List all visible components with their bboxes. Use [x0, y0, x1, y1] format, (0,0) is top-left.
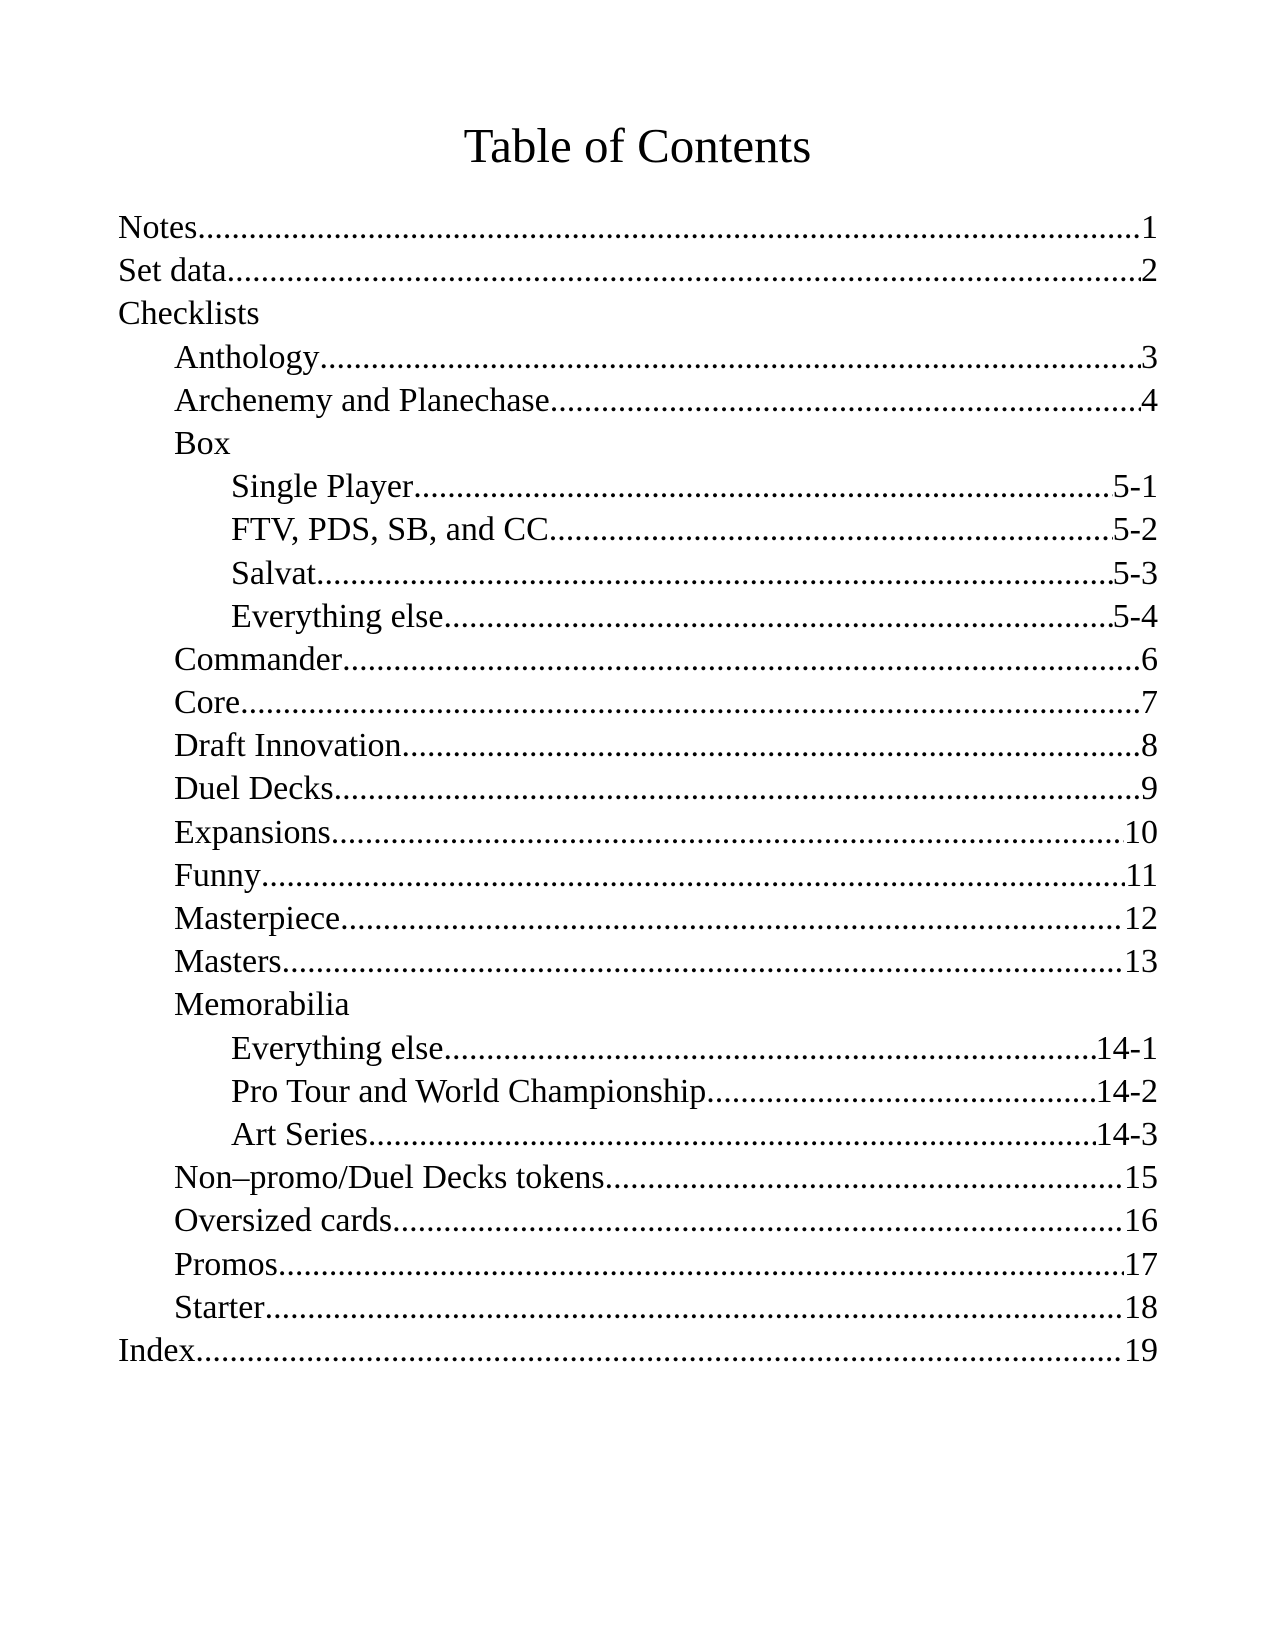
toc-entry-label: Checklists [118, 295, 260, 333]
toc-entry-page-number: 14-1 [1095, 1029, 1158, 1067]
toc-entry[interactable] [118, 1113, 1158, 1156]
toc-entry[interactable] [118, 983, 1158, 1026]
toc-entry-label: Everything else [231, 1029, 444, 1067]
toc-entry-label: Single Player [231, 468, 414, 506]
toc-entry-label: Set data [118, 252, 227, 290]
toc-entry-label: Funny [174, 856, 261, 894]
dot-leader [443, 1027, 1095, 1070]
toc-entry[interactable] [118, 249, 1158, 292]
toc-entry-label: Non–promo/Duel Decks tokens [174, 1159, 605, 1197]
toc-entry[interactable] [118, 854, 1158, 897]
toc-entry-page-number: 13 [1124, 943, 1158, 981]
toc-entry-page-number: 2 [1141, 252, 1158, 290]
dot-leader [413, 465, 1112, 508]
toc-entry[interactable] [118, 465, 1158, 508]
toc-entry-page-number: 7 [1141, 684, 1158, 722]
toc-entry[interactable] [118, 336, 1158, 379]
toc-entry-label: Memorabilia [174, 986, 350, 1024]
toc-entry[interactable] [118, 724, 1158, 767]
toc-entry[interactable] [118, 811, 1158, 854]
toc-entry-page-number: 12 [1124, 900, 1158, 937]
toc-entry-page-number: 6 [1141, 640, 1158, 678]
toc-entry[interactable] [118, 595, 1158, 638]
toc-entry[interactable] [118, 681, 1158, 724]
dot-leader [319, 336, 1141, 379]
dot-leader [550, 379, 1141, 422]
dot-leader [240, 681, 1141, 724]
toc-entry-label: Masters [174, 943, 282, 981]
toc-entry-label: Starter [174, 1288, 265, 1326]
toc-entry[interactable] [118, 379, 1158, 422]
toc-entry-label: Notes [118, 209, 198, 246]
toc-list [118, 206, 1158, 1372]
toc-entry-label: Art Series [231, 1115, 368, 1153]
toc-entry-label: Promos [174, 1245, 278, 1283]
toc-entry-label: Pro Tour and World Championship [231, 1072, 707, 1110]
toc-entry-label: Index [118, 1331, 196, 1369]
toc-entry[interactable] [118, 422, 1158, 465]
toc-entry-page-number: 5-1 [1112, 468, 1158, 506]
toc-entry-label: Expansions [174, 813, 331, 851]
dot-leader [549, 508, 1113, 551]
toc-entry[interactable] [118, 1199, 1158, 1242]
toc-entry[interactable] [118, 940, 1158, 983]
toc-entry[interactable] [118, 897, 1158, 940]
toc-entry-page-number: 15 [1124, 1159, 1158, 1197]
dot-leader [334, 767, 1141, 810]
toc-entry-label: Duel Decks [174, 770, 334, 808]
dot-leader [368, 1113, 1096, 1156]
dot-leader [278, 1243, 1124, 1286]
toc-entry[interactable] [118, 508, 1158, 551]
toc-entry[interactable] [118, 1286, 1158, 1329]
toc-entry-label: Archenemy and Planechase [174, 381, 550, 419]
toc-entry-page-number: 5-3 [1112, 554, 1158, 592]
toc-entry-page-number: 4 [1141, 381, 1158, 419]
toc-entry-label: Masterpiece [174, 900, 341, 937]
toc-entry-page-number: 10 [1124, 813, 1158, 851]
dot-leader [316, 552, 1113, 595]
dot-leader [331, 811, 1124, 854]
toc-entry[interactable] [118, 767, 1158, 810]
toc-entry-page-number: 18 [1124, 1288, 1158, 1326]
toc-entry-page-number: 14-2 [1095, 1072, 1158, 1110]
toc-entry-page-number: 9 [1141, 770, 1158, 808]
dot-leader [342, 638, 1141, 681]
dot-leader [261, 854, 1125, 897]
toc-entry-page-number: 16 [1124, 1202, 1158, 1240]
toc-entry-page-number: 5-4 [1112, 597, 1158, 635]
toc-entry[interactable] [118, 552, 1158, 595]
toc-entry-label: Draft Innovation [174, 727, 402, 765]
toc-entry[interactable] [118, 1156, 1158, 1199]
toc-entry-page-number: 3 [1141, 338, 1158, 376]
dot-leader [265, 1286, 1124, 1329]
dot-leader [227, 249, 1141, 292]
dot-leader [195, 1329, 1124, 1372]
toc-entry[interactable] [118, 1070, 1158, 1113]
toc-entry[interactable] [118, 292, 1158, 335]
dot-leader [282, 940, 1124, 983]
toc-entry-label: Anthology [174, 338, 320, 376]
toc-entry-label: FTV, PDS, SB, and CC [231, 511, 549, 549]
toc-entry-page-number: 14-3 [1095, 1115, 1158, 1153]
toc-entry[interactable] [118, 206, 1158, 249]
dot-leader [197, 206, 1141, 249]
toc-entry-page-number: 5-2 [1112, 511, 1158, 549]
toc-entry-label: Salvat [231, 554, 316, 592]
toc-entry-page-number: 8 [1141, 727, 1158, 765]
dot-leader [605, 1156, 1124, 1199]
dot-leader [402, 724, 1141, 767]
toc-entry-label: Box [174, 424, 231, 462]
toc-entry-page-number: 1 [1141, 209, 1158, 246]
toc-entry-label: Oversized cards [174, 1202, 393, 1240]
page-title: Table of Contents [463, 118, 812, 173]
toc-entry-page-number: 17 [1124, 1245, 1158, 1283]
toc-entry[interactable] [118, 1329, 1158, 1372]
toc-entry[interactable] [118, 638, 1158, 681]
toc-entry[interactable] [118, 1027, 1158, 1070]
toc-entry-label: Core [174, 684, 241, 722]
dot-leader [443, 595, 1112, 638]
toc-entry[interactable] [118, 1243, 1158, 1286]
toc-entry-page-number: 11 [1125, 856, 1158, 894]
dot-leader [340, 897, 1124, 940]
dot-leader [392, 1199, 1124, 1242]
toc-entry-label: Commander [174, 640, 343, 678]
dot-leader [706, 1070, 1095, 1113]
toc-entry-label: Everything else [231, 597, 444, 635]
toc-entry-page-number: 19 [1124, 1331, 1158, 1369]
